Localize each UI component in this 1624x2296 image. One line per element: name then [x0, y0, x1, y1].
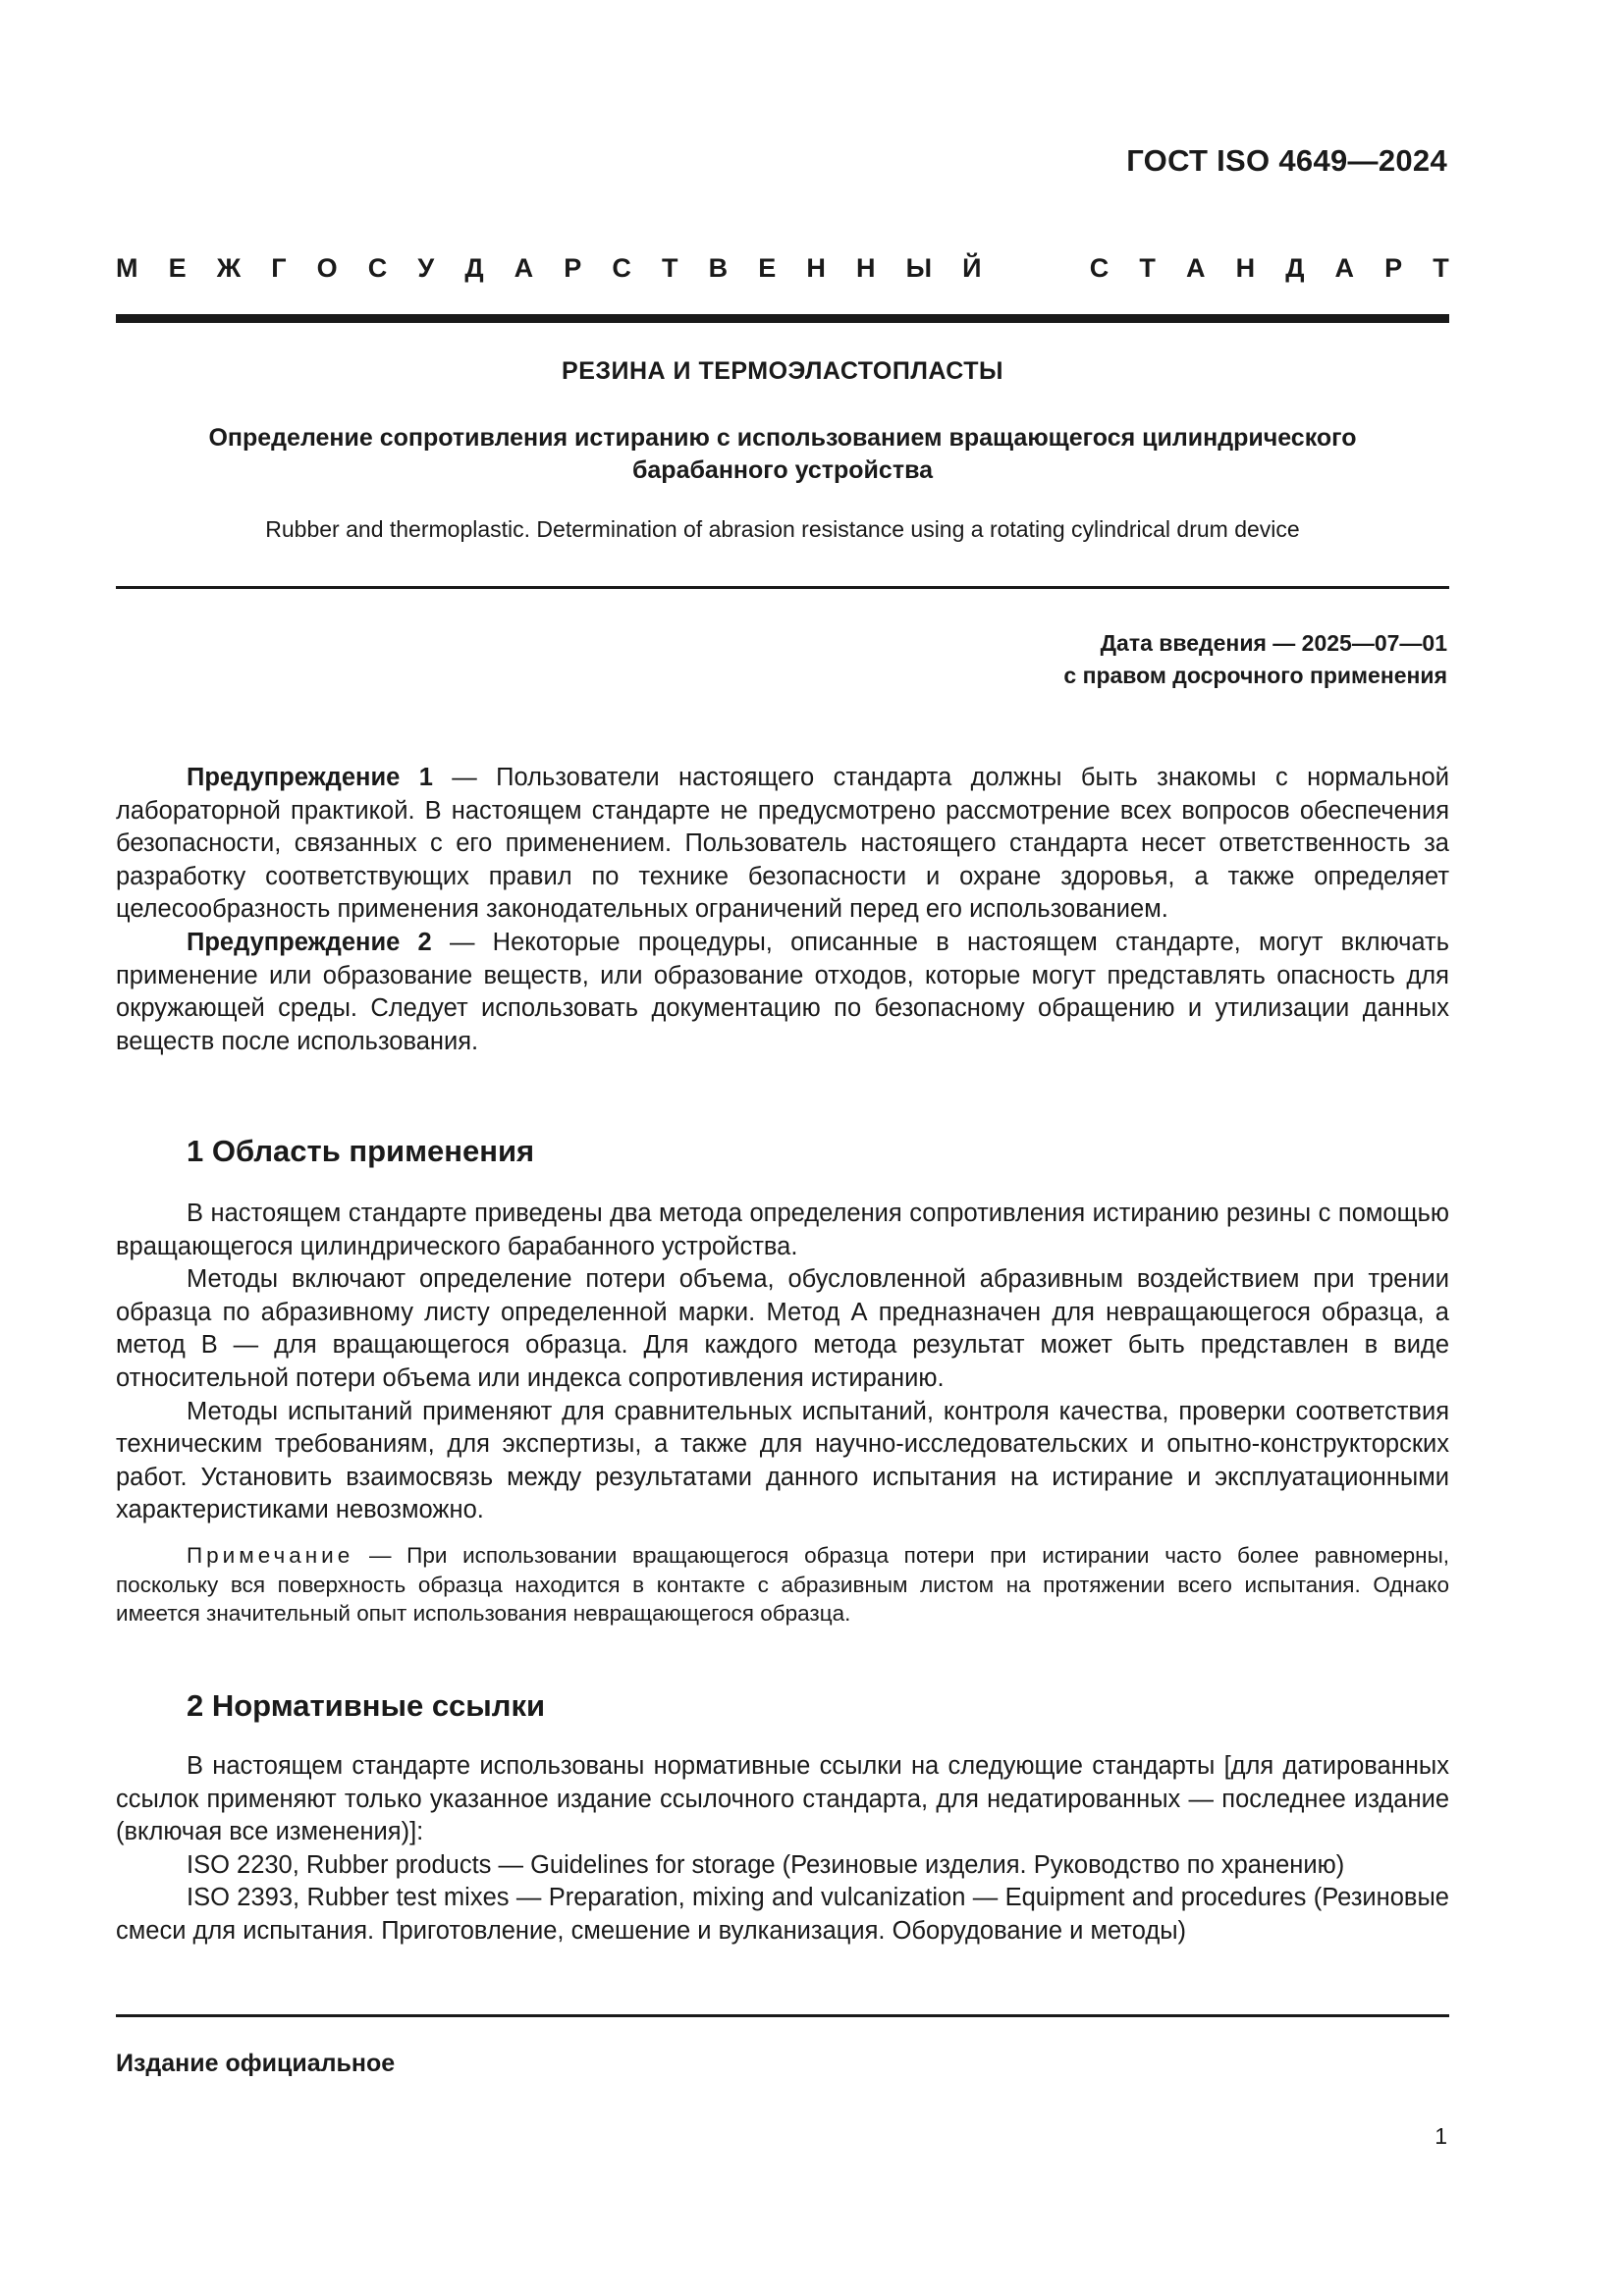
- intro-date-line: с правом досрочного применения: [1063, 663, 1447, 688]
- subtitle-line: Определение сопротивления истиранию с использованием вращающегося цилиндрического: [208, 424, 1357, 452]
- banner-letter: С: [1089, 253, 1110, 283]
- section-heading-references: 2 Нормативные ссылки: [187, 1688, 546, 1723]
- reference-item: ISO 2393, Rubber test mixes — Preparation, mixing and vulcanization — Equipment and procedures (Резиновые смеси для испытания. Приготовление, смешение и вулканизация. Оборудование и методы): [116, 1884, 1449, 1945]
- note-text: — При использовании вращающегося образца потери при истирании часто более равномерны, поскольку вся поверхность образца находится в контакте с абразивным листом на протяжении всего испытания. Однако имеется значительный опыт использования невращающегося образца.: [116, 1543, 1449, 1626]
- scope-body: [116, 1198, 1449, 1527]
- banner-letter: Г: [271, 253, 287, 283]
- warning-label: Предупреждение 1: [187, 764, 433, 791]
- page-number: 1: [1435, 2123, 1447, 2149]
- references-body: [116, 1750, 1449, 1949]
- banner-letter: А: [514, 253, 534, 283]
- warning-paragraph: [116, 927, 1449, 1058]
- banner-letter: Й: [962, 253, 982, 283]
- banner-letter: Н: [855, 253, 876, 283]
- footer-divider: [116, 2014, 1449, 2017]
- banner-letter: М: [116, 253, 138, 283]
- banner-letter: У: [417, 253, 435, 283]
- banner-letter: Е: [168, 253, 187, 283]
- document-title: РЕЗИНА И ТЕРМОЭЛАСТОПЛАСТЫ: [562, 357, 1003, 385]
- body-paragraph: Методы испытаний применяют для сравнительных испытаний, контроля качества, проверки соответствия техническим требованиям, для экспертизы, а также для научно-исследовательских и опытно-конструкторских работ. Установить взаимосвязь между результатами данного испытания на истирание и эксплуатационными характеристиками невозможно.: [116, 1397, 1449, 1524]
- banner-letter: А: [1185, 253, 1206, 283]
- english-title: Rubber and thermoplastic. Determination of abrasion resistance using a rotating cylindrical drum device: [265, 516, 1300, 542]
- intro-date-line: Дата введения — 2025—07—01: [1100, 630, 1447, 656]
- banner-letter: Д: [464, 253, 484, 283]
- title-divider: [116, 586, 1449, 589]
- banner-letter: В: [708, 253, 729, 283]
- body-paragraph: Методы включают определение потери объема, обусловленной абразивным воздействием при трении образца по абразивному листу определенной марки. Метод А предназначен для невращающегося образца, а метод В — для вращающегося образца. Для каждого метода результат может быть представлен в виде относительной потери объема или индекса сопротивления истиранию.: [116, 1265, 1449, 1392]
- banner-letter: Ж: [216, 253, 242, 283]
- banner-letter: Ы: [905, 253, 933, 283]
- document-number: ГОСТ ISO 4649—2024: [1126, 143, 1447, 178]
- warning-label: Предупреждение 2: [187, 928, 432, 956]
- subtitle-line: барабанного устройства: [631, 456, 934, 484]
- banner-letter: Н: [1235, 253, 1256, 283]
- banner-letter: С: [612, 253, 631, 283]
- banner-letter: Т: [1433, 253, 1449, 283]
- scope-note: [116, 1541, 1449, 1629]
- banner-letter: О: [316, 253, 338, 283]
- body-paragraph: В настоящем стандарте приведены два метода определения сопротивления истиранию резины с помощью вращающегося цилиндрического барабанного устройства.: [116, 1200, 1449, 1260]
- banner-gap: [1012, 253, 1059, 284]
- reference-item: ISO 2230, Rubber products — Guidelines for storage (Резиновые изделия. Руководство по хранению): [187, 1850, 1345, 1879]
- banner-letter: Д: [1285, 253, 1305, 283]
- warning-text: — Пользователи настоящего стандарта должны быть знакомы с нормальной лабораторной практикой. В настоящем стандарте не предусмотрено рассмотрение всех вопросов обеспечения безопасности, связанных с его применением. Пользователь настоящего стандарта несет ответственность за разработку соответствующих правил по технике безопасности и охране здоровья, а также определяет целесообразность применения законодательных ограничений перед его использованием.: [116, 764, 1449, 924]
- banner-letter: Т: [1139, 253, 1156, 283]
- introduction-date: [1063, 627, 1447, 692]
- warning-paragraph: [116, 762, 1449, 927]
- banner-letter: Н: [806, 253, 826, 283]
- banner-letter: Е: [758, 253, 777, 283]
- document-subtitle: [116, 422, 1449, 487]
- banner-letter: С: [367, 253, 388, 283]
- header-thick-rule: [116, 314, 1449, 323]
- section-heading-scope: 1 Область применения: [187, 1134, 535, 1168]
- warnings-block: [116, 762, 1449, 1058]
- note-paragraph: [116, 1541, 1449, 1629]
- warning-text: — Некоторые процедуры, описанные в настоящем стандарте, могут включать применение или образование веществ, или образование отходов, которые могут представлять опасность для окружающей среды. Следует использовать документацию по безопасному обращению и утилизации данных веществ после использования.: [116, 928, 1449, 1055]
- banner-letter: Т: [662, 253, 678, 283]
- official-edition-label: Издание официальное: [116, 2050, 396, 2077]
- banner-letter: Р: [1384, 253, 1403, 283]
- note-label: Примечание: [187, 1543, 354, 1568]
- banner-letter: А: [1334, 253, 1355, 283]
- body-paragraph: В настоящем стандарте использованы нормативные ссылки на следующие стандарты [для датированных ссылок применяют только указанное издание ссылочного стандарта, для недатированных — последнее издание (включая все изменения)]:: [116, 1752, 1449, 1846]
- standard-type-banner: [116, 253, 1449, 284]
- banner-letter: Р: [564, 253, 582, 283]
